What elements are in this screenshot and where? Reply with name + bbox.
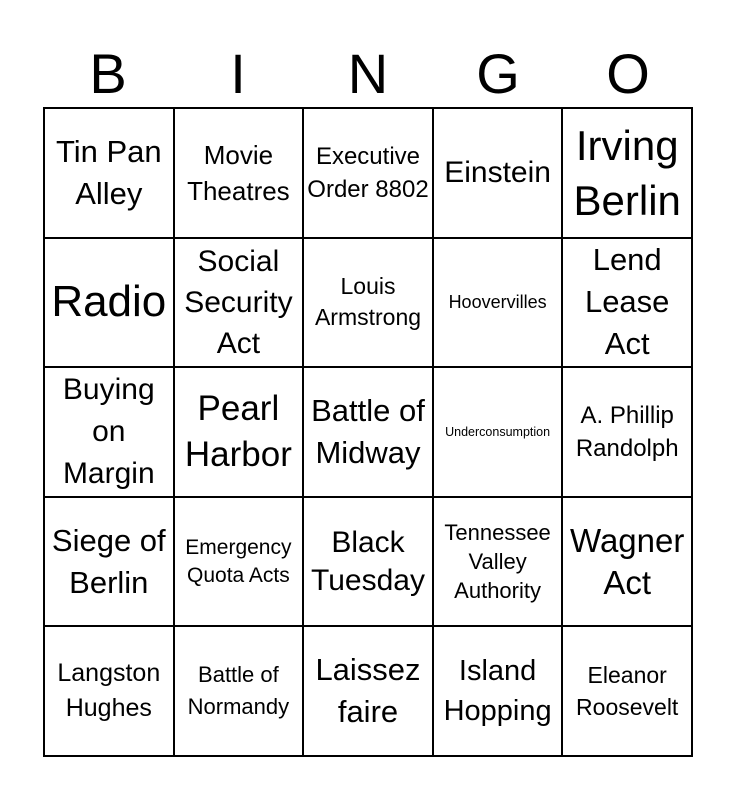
bingo-cell[interactable] [433,626,563,756]
cell-text: Battle of Normandy [187,662,290,720]
cell-text: Tennessee Valley Authority [444,520,551,604]
cell-text: Eleanor Roosevelt [576,662,679,721]
bingo-cell[interactable] [44,497,174,627]
bingo-cell[interactable] [303,367,433,497]
cell-text: Battle of Midway [311,392,425,470]
bingo-cell[interactable] [174,238,304,368]
cell-text: Louis Armstrong [314,273,422,331]
bingo-cell[interactable] [562,238,692,368]
bingo-header [43,40,693,108]
cell-text: Wagner Act [570,521,685,601]
header-letter-i: I [230,42,246,105]
bingo-cell[interactable] [303,497,433,627]
cell-text: Buying on Margin [62,372,155,490]
bingo-cell[interactable] [433,367,563,497]
header-letter-o: O [606,42,650,105]
cell-text: Langston Hughes [57,659,161,723]
bingo-cell[interactable] [174,108,304,238]
cell-text: Laissez faire [315,652,421,730]
cell-text: Executive Order 8802 [307,142,429,203]
header-letter-n: N [347,42,389,105]
bingo-card [43,107,693,757]
cell-text: Movie Theatres [187,139,290,206]
bingo-cell[interactable] [433,238,563,368]
bingo-cell[interactable] [303,626,433,756]
cell-text: Pearl Harbor [184,388,292,474]
bingo-cell[interactable] [562,626,692,756]
bingo-cell[interactable] [303,238,433,368]
bingo-cell[interactable] [44,626,174,756]
header-letter-b: B [89,42,127,105]
bingo-cell[interactable] [433,108,563,238]
cell-text: Hoovervilles [448,292,547,313]
bingo-cell[interactable] [174,626,304,756]
bingo-cell[interactable] [562,108,692,238]
cell-text: Social Security Act [184,244,293,360]
cell-text: Underconsumption [445,424,551,439]
bingo-cell[interactable] [174,367,304,497]
cell-text: Emergency Quota Acts [185,535,292,587]
cell-text: Lend Lease Act [584,242,670,362]
cell-text: Island Hopping [443,655,552,728]
bingo-cell[interactable] [303,108,433,238]
header-letter-g: G [476,42,520,105]
cell-text: Siege of Berlin [51,522,166,600]
cell-text: Einstein [444,155,551,189]
bingo-cell[interactable] [44,238,174,368]
bingo-cell[interactable] [433,497,563,627]
bingo-cell[interactable] [174,497,304,627]
cell-text: Irving Berlin [573,121,681,224]
cell-text: Black Tuesday [311,525,425,597]
bingo-cell[interactable] [44,367,174,497]
cell-text: A. Phillip Randolph [575,401,679,462]
bingo-cell[interactable] [44,108,174,238]
bingo-cell[interactable] [562,367,692,497]
cell-text: Tin Pan Alley [55,133,162,211]
cell-text: Radio [51,277,167,327]
bingo-cell[interactable] [562,497,692,627]
